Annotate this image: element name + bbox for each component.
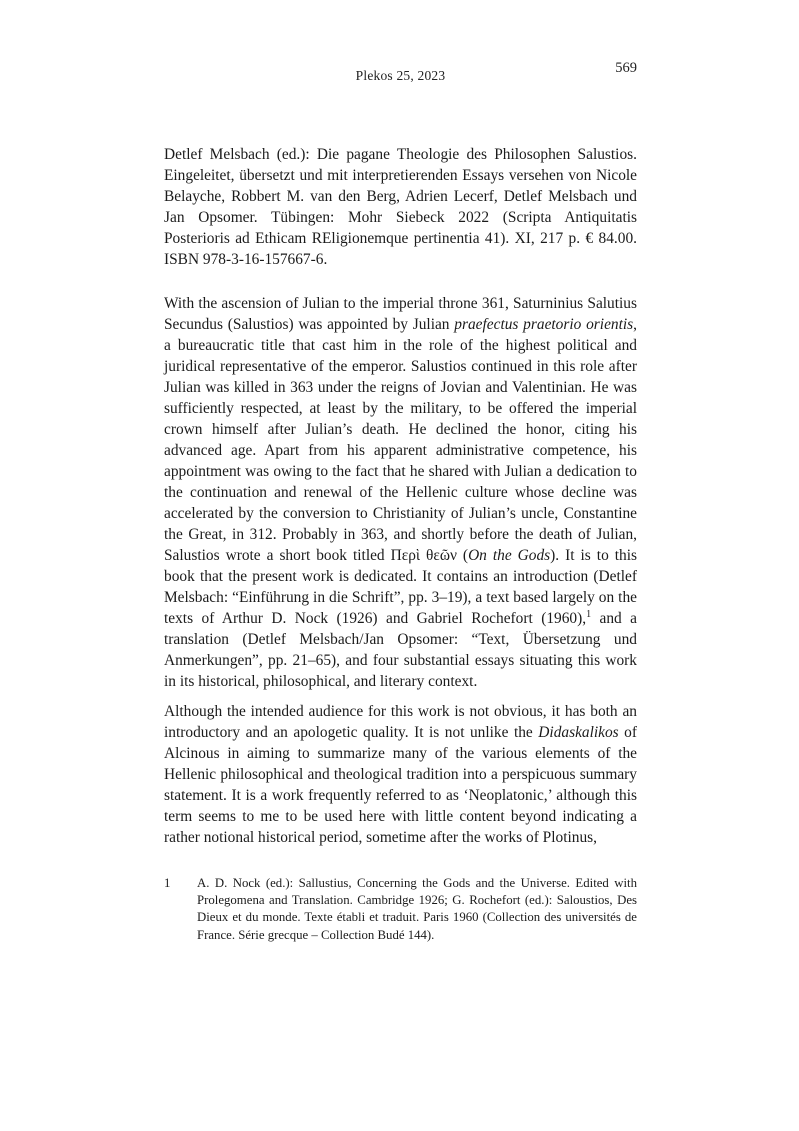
page-number: 569	[615, 60, 637, 76]
review-body	[164, 293, 637, 848]
p1-seg-0: With the ascension of Julian to the imperial throne 361, Saturninius Salutius Secundus (Salustios) was appointed by Julian	[164, 295, 637, 333]
footnote-1-text: A. D. Nock (ed.): Sallustius, Concerning the Gods and the Universe. Edited with Prolegomena and Translation. Cambridge 1926; G. Rochefort (ed.): Saloustios, Des Dieux et du monde. Texte établi et traduit. Paris 1960 (Collection des universités de France. Série grecque – Collection Budé 144).	[197, 876, 637, 942]
page-header	[164, 60, 637, 90]
p2-seg-0: Although the intended audience for this work is not obvious, it has both an introductory and an apologetic quality. It is not unlike the	[164, 703, 637, 741]
book-citation: Detlef Melsbach (ed.): Die pagane Theologie des Philosophen Salustios. Eingeleitet, übersetzt und mit interpretierenden Essays versehen von Nicole Belayche, Robbert M. van den Berg, Adrien Lecerf, Detlef Melsbach und Jan Opsomer. Tübingen: Mohr Siebeck 2022 (Scripta Antiquitatis Posterioris ad Ethicam REligionemque pertinentia 41). XI, 217 p. € 84.00. ISBN 978-3-16-157667-6.	[164, 146, 637, 268]
p1-book-title-english: On the Gods	[468, 547, 551, 564]
footnote-reference-1: 1	[586, 608, 592, 620]
paragraph-1	[164, 293, 637, 692]
p2-seg-2: of Alcinous in aiming to summarize many of the various elements of the Hellenic philosophical and theological tradition into a perspicuous summary statement. It is a work frequently referred to as ‘Neoplatonic,’ although this term seems to me to be used here with little content beyond indicating a rather notional historical period, sometime after the works of Plotinus,	[164, 724, 638, 846]
journal-title: Plekos 25, 2023	[355, 68, 446, 83]
p1-latin-title: praefectus praetorio orientis	[454, 316, 634, 333]
footnote-1-number: 1	[164, 876, 171, 890]
p1-seg-6: and a translation (Detlef Melsbach/Jan Opsomer: “Text, Übersetzung und Anmerkungen”, pp. 21–65), and four substantial essays situating this work in its historical, philosophical, and literary context.	[164, 610, 637, 690]
p1-seg-2: , a bureaucratic title that cast him in the role of the highest political and juridical representative of the emperor. Salustios continued in this role after Julian was killed in 363 under the reigns of Jovian and Valentinian. He was sufficiently respected, at least by the military, to be offered the imperial crown himself after Julian’s death. He declined the honor, citing his advanced age. Apart from his apparent administrative competence, his appointment was owing to the fact that he shared with Julian a dedication to the continuation and renewal of the Hellenic culture whose decline was accelerated by the conversion to Christianity of Julian’s uncle, Constantine the Great, in 312. Probably in 363, and shortly before the death of Julian, Salustios wrote a short book titled Περὶ θεῶν (	[164, 316, 637, 564]
p1-seg-4: ). It is to this book that the present work is dedicated. It contains an introduction (Detlef Melsbach: “Einführung in die Schrift”, pp. 3–19), a text based largely on the texts of Arthur D. Nock (1926) and Gabriel Rochefort (1960),	[164, 547, 637, 627]
paragraph-2	[164, 701, 637, 848]
footnotes-section	[164, 875, 637, 944]
footnote-1	[164, 875, 637, 944]
p2-work-title: Didaskalikos	[538, 724, 619, 741]
